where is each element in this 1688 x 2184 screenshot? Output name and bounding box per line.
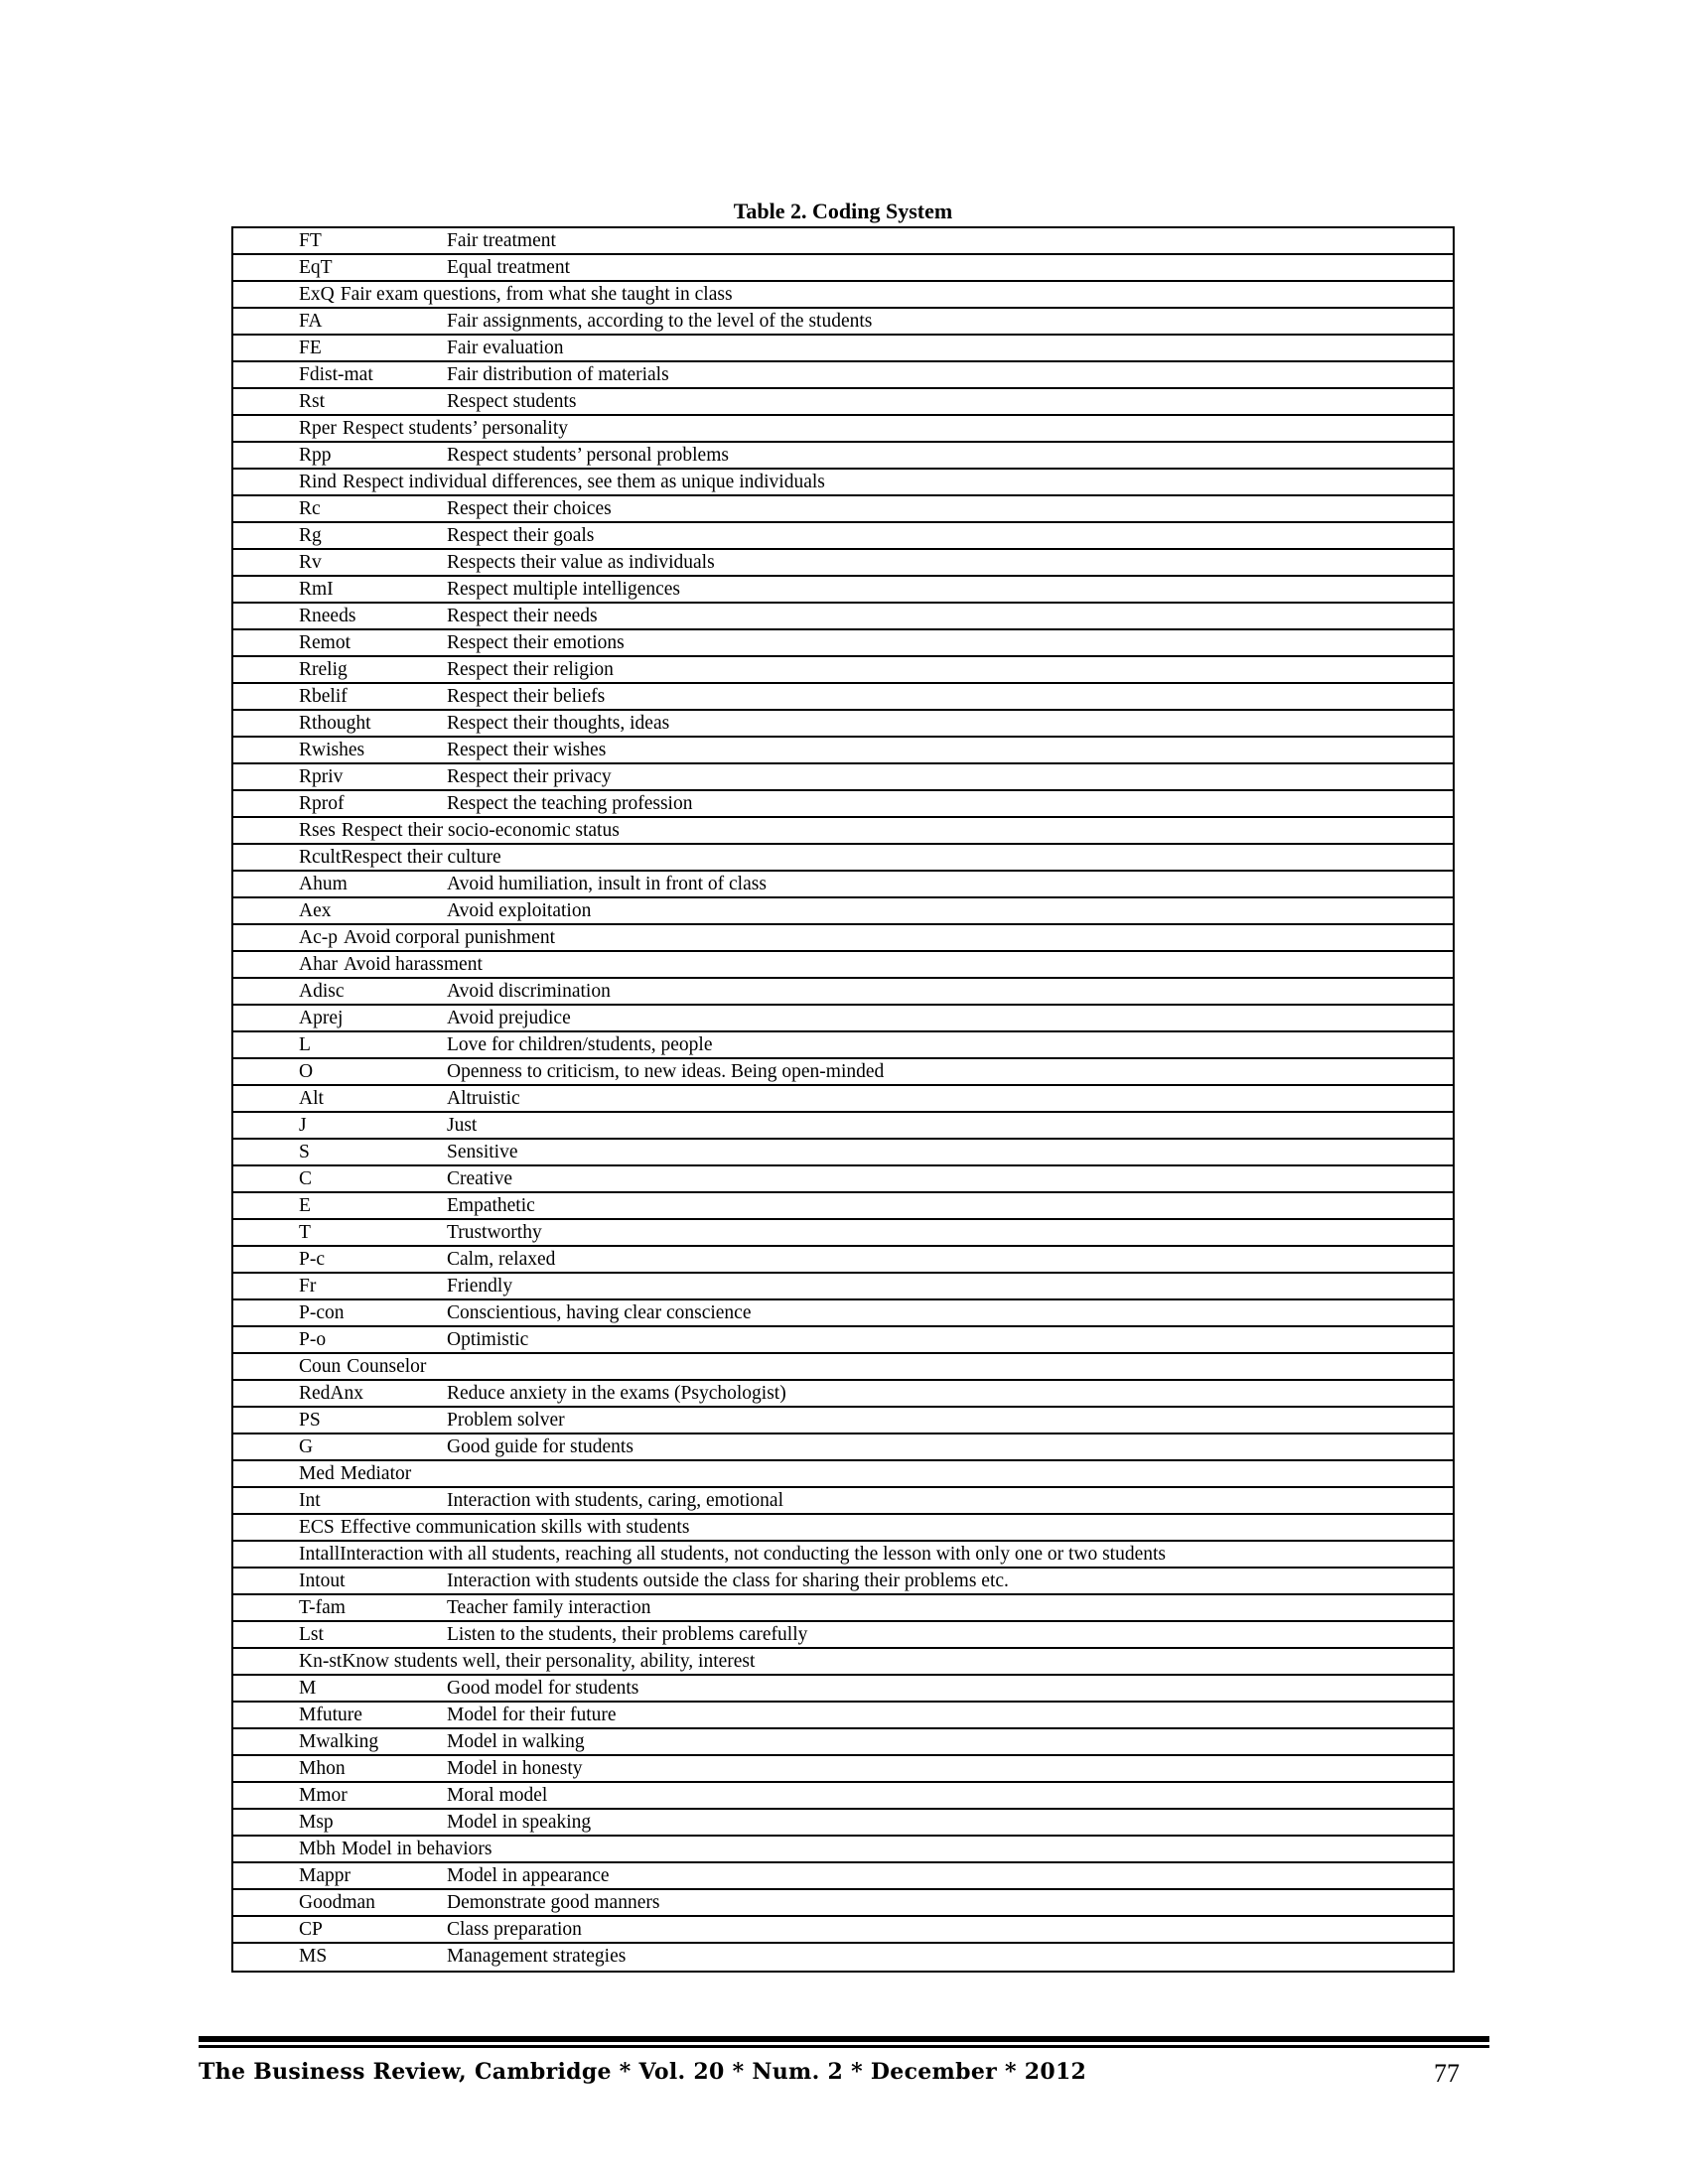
row-code: P-o (299, 1329, 327, 1350)
row-description: Respect their socio-economic status (341, 820, 620, 841)
row-code: Rper (299, 418, 337, 439)
row-description: Management strategies (447, 1946, 627, 1967)
footer-rule-thin (199, 2045, 1489, 2048)
row-code: Mbh (299, 1839, 336, 1859)
row-description: Conscientious, having clear conscience (447, 1302, 752, 1323)
row-code: E (299, 1195, 311, 1216)
table-row (233, 1944, 1453, 1971)
row-code: FA (299, 311, 323, 332)
row-code: Intall (299, 1544, 341, 1565)
row-code: Rses (299, 820, 336, 841)
row-description: Effective communication skills with students (340, 1517, 690, 1538)
row-description: Love for children/students, people (447, 1034, 713, 1055)
table-row (233, 1676, 1453, 1703)
row-code: Lst (299, 1624, 324, 1645)
row-description: Problem solver (447, 1410, 565, 1431)
row-code: J (299, 1115, 307, 1136)
row-code: Fr (299, 1276, 317, 1297)
row-description: Just (447, 1115, 478, 1136)
row-code: Mappr (299, 1865, 351, 1886)
table-row (233, 979, 1453, 1006)
table-row (233, 1837, 1453, 1863)
row-description: Reduce anxiety in the exams (Psychologist) (447, 1383, 786, 1404)
row-description: Model in honesty (447, 1758, 583, 1779)
row-code: EqT (299, 257, 333, 278)
footer-rule-thick (199, 2036, 1489, 2042)
row-description: Empathetic (447, 1195, 535, 1216)
row-code: Rst (299, 391, 326, 412)
row-description: Moral model (447, 1785, 548, 1806)
table-title: Table 2. Coding System (733, 199, 953, 223)
row-code: T (299, 1222, 311, 1243)
row-code: M (299, 1678, 317, 1699)
row-description: Calm, relaxed (447, 1249, 556, 1270)
row-description: Respect their beliefs (447, 686, 606, 707)
row-code: Fdist-mat (299, 364, 373, 385)
row-description: Class preparation (447, 1919, 582, 1940)
row-description: Respect their needs (447, 606, 598, 626)
table-row (233, 228, 1453, 255)
table-row (233, 925, 1453, 952)
table-row (233, 1086, 1453, 1113)
table-row (233, 1729, 1453, 1756)
table-row (233, 657, 1453, 684)
table-row (233, 1274, 1453, 1300)
row-description: Respect their wishes (447, 740, 607, 760)
table-row (233, 1461, 1453, 1488)
row-code: FE (299, 338, 322, 358)
row-description: Respect students’ personal problems (447, 445, 729, 466)
row-description: Respect multiple intelligences (447, 579, 681, 600)
row-description: Respect their emotions (447, 632, 625, 653)
table-row (233, 1032, 1453, 1059)
row-code: Ahar (299, 954, 338, 975)
row-code: PS (299, 1410, 321, 1431)
row-code: L (299, 1034, 311, 1055)
row-description: Respect their choices (447, 498, 612, 519)
row-description: Respect individual differences, see them as unique individuals (342, 472, 825, 492)
row-description: Respect their goals (447, 525, 595, 546)
row-description: Respect the teaching profession (447, 793, 693, 814)
table-row (233, 1649, 1453, 1676)
row-description: Listen to the students, their problems carefully (447, 1624, 808, 1645)
row-description: Model in appearance (447, 1865, 610, 1886)
table-row (233, 1917, 1453, 1944)
row-code: Intout (299, 1570, 346, 1591)
table-row (233, 1515, 1453, 1542)
row-code: Rpriv (299, 766, 344, 787)
table-row (233, 1006, 1453, 1032)
row-code: O (299, 1061, 314, 1082)
row-code: C (299, 1168, 313, 1189)
table-row (233, 496, 1453, 523)
table-row (233, 1622, 1453, 1649)
row-code: Rbelif (299, 686, 348, 707)
row-description: Counselor (347, 1356, 427, 1377)
table-row (233, 523, 1453, 550)
row-description: Model for their future (447, 1705, 617, 1725)
table-row (233, 389, 1453, 416)
table-row (233, 1059, 1453, 1086)
row-code: Ac-p (299, 927, 338, 948)
row-description: Respect students’ personality (342, 418, 568, 439)
table-row (233, 416, 1453, 443)
row-description: Avoid discrimination (447, 981, 611, 1002)
row-code: Coun (299, 1356, 342, 1377)
row-description: Fair treatment (447, 230, 556, 251)
table-row (233, 791, 1453, 818)
row-code: Rrelig (299, 659, 348, 680)
table-row (233, 550, 1453, 577)
row-code: Rwishes (299, 740, 365, 760)
row-description: Avoid harassment (343, 954, 483, 975)
table-row (233, 1810, 1453, 1837)
row-description: Respects their value as individuals (447, 552, 715, 573)
table-row (233, 1863, 1453, 1890)
table-row (233, 443, 1453, 470)
row-code: Rpp (299, 445, 332, 466)
row-code: P-c (299, 1249, 325, 1270)
table-row (233, 711, 1453, 738)
row-code: Alt (299, 1088, 324, 1109)
table-row (233, 1193, 1453, 1220)
row-description: Equal treatment (447, 257, 570, 278)
table-row (233, 1408, 1453, 1434)
row-description: Fair assignments, according to the level of the students (447, 311, 873, 332)
table-row (233, 255, 1453, 282)
row-code: ECS (299, 1517, 335, 1538)
table-row (233, 738, 1453, 764)
row-description: Fair evaluation (447, 338, 564, 358)
row-code: Rind (299, 472, 337, 492)
row-description: Model in behaviors (341, 1839, 492, 1859)
table-row (233, 818, 1453, 845)
table-row (233, 362, 1453, 389)
row-description: Optimistic (447, 1329, 529, 1350)
row-code: CP (299, 1919, 323, 1940)
table-row (233, 1327, 1453, 1354)
row-code: G (299, 1436, 314, 1457)
table-row (233, 1783, 1453, 1810)
row-code: S (299, 1142, 310, 1162)
coding-table (231, 226, 1455, 1973)
footer-journal-citation: The Business Review, Cambridge * Vol. 20 * Num. 2 * December * 2012 (199, 2059, 1087, 2085)
row-code: ExQ (299, 284, 335, 305)
row-description: Model in walking (447, 1731, 585, 1752)
row-description: Good model for students (447, 1678, 639, 1699)
table-row (233, 470, 1453, 496)
table-row (233, 1113, 1453, 1140)
table-row (233, 1488, 1453, 1515)
row-code: Adisc (299, 981, 345, 1002)
row-code: Msp (299, 1812, 334, 1833)
table-row (233, 1756, 1453, 1783)
row-description: Interaction with students, caring, emotional (447, 1490, 783, 1511)
row-code: Int (299, 1490, 321, 1511)
row-code: Goodman (299, 1892, 375, 1913)
row-description: Know students well, their personality, ability, interest (342, 1651, 756, 1672)
table-row (233, 1247, 1453, 1274)
row-description: Avoid humiliation, insult in front of class (447, 874, 767, 894)
row-code: Mhon (299, 1758, 346, 1779)
table-row (233, 1595, 1453, 1622)
table-row (233, 872, 1453, 898)
row-description: Respect students (447, 391, 577, 412)
page-number: 77 (1434, 2059, 1460, 2088)
row-code: T-fam (299, 1597, 346, 1618)
row-description: Interaction with all students, reaching all students, not conducting the lesson with only one or two students (340, 1544, 1167, 1565)
row-description: Creative (447, 1168, 513, 1189)
row-description: Avoid prejudice (447, 1008, 571, 1028)
row-code: Rc (299, 498, 321, 519)
row-description: Good guide for students (447, 1436, 633, 1457)
table-row (233, 764, 1453, 791)
row-code: Remot (299, 632, 351, 653)
row-description: Fair distribution of materials (447, 364, 669, 385)
row-code: Aprej (299, 1008, 344, 1028)
row-description: Openness to criticism, to new ideas. Being open-minded (447, 1061, 885, 1082)
row-description: Interaction with students outside the class for sharing their problems etc. (447, 1570, 1009, 1591)
row-description: Altruistic (447, 1088, 520, 1109)
row-code: Rneeds (299, 606, 356, 626)
table-row (233, 1381, 1453, 1408)
table-row (233, 336, 1453, 362)
table-row (233, 1220, 1453, 1247)
table-row (233, 630, 1453, 657)
table-row (233, 577, 1453, 604)
row-code: MS (299, 1946, 328, 1967)
row-code: Aex (299, 900, 332, 921)
table-row (233, 1300, 1453, 1327)
table-row (233, 309, 1453, 336)
row-code: Ahum (299, 874, 348, 894)
row-description: Teacher family interaction (447, 1597, 651, 1618)
table-row (233, 1542, 1453, 1569)
row-description: Respect their privacy (447, 766, 612, 787)
table-row (233, 604, 1453, 630)
row-code: Mmor (299, 1785, 348, 1806)
table-row (233, 1434, 1453, 1461)
row-code: Mfuture (299, 1705, 362, 1725)
row-description: Respect their thoughts, ideas (447, 713, 670, 734)
table-row (233, 1354, 1453, 1381)
row-code: Rprof (299, 793, 345, 814)
row-code: Mwalking (299, 1731, 379, 1752)
table-row (233, 1140, 1453, 1166)
row-description: Demonstrate good manners (447, 1892, 660, 1913)
row-code: P-con (299, 1302, 345, 1323)
table-row (233, 282, 1453, 309)
row-description: Sensitive (447, 1142, 518, 1162)
row-description: Avoid exploitation (447, 900, 592, 921)
row-code: RmI (299, 579, 334, 600)
row-description: Trustworthy (447, 1222, 542, 1243)
row-code: Rthought (299, 713, 371, 734)
row-description: Respect their culture (341, 847, 501, 868)
row-code: Med (299, 1463, 335, 1484)
table-row (233, 952, 1453, 979)
row-code: Rcult (299, 847, 342, 868)
row-description: Fair exam questions, from what she taught in class (340, 284, 733, 305)
table-row (233, 1703, 1453, 1729)
row-description: Avoid corporal punishment (343, 927, 555, 948)
row-code: Kn-st (299, 1651, 343, 1672)
table-row (233, 1166, 1453, 1193)
row-code: Rv (299, 552, 322, 573)
table-row (233, 1890, 1453, 1917)
table-row (233, 1569, 1453, 1595)
row-code: RedAnx (299, 1383, 363, 1404)
row-code: Rg (299, 525, 322, 546)
table-row (233, 845, 1453, 872)
table-row (233, 684, 1453, 711)
row-description: Mediator (340, 1463, 412, 1484)
table-row (233, 898, 1453, 925)
row-description: Model in speaking (447, 1812, 592, 1833)
row-description: Respect their religion (447, 659, 614, 680)
row-code: FT (299, 230, 322, 251)
row-description: Friendly (447, 1276, 513, 1297)
